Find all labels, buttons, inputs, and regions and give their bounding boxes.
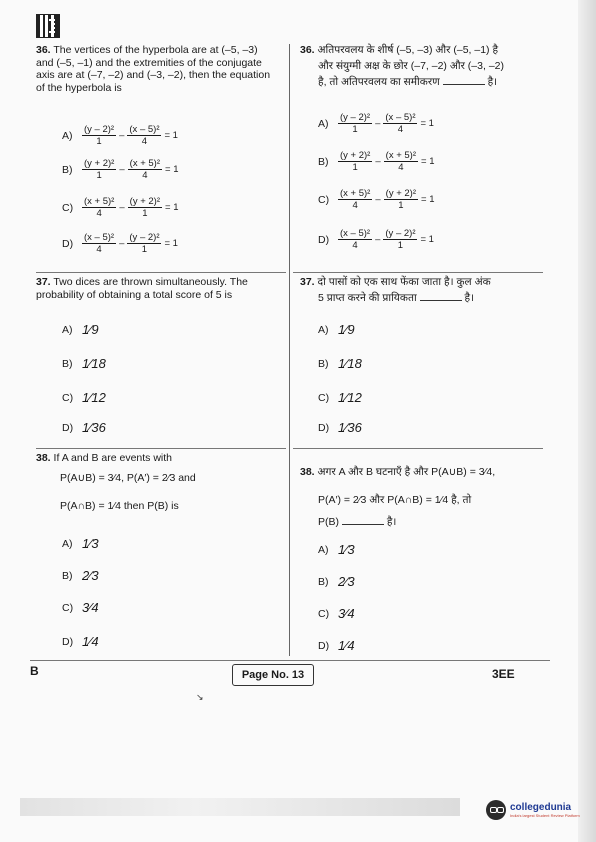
denominator: 4: [141, 136, 148, 147]
equals-one: = 1: [165, 202, 179, 213]
question-38-en-line2: P(A∪B) = 3⁄4, P(A′) = 2⁄3 and: [60, 472, 196, 484]
fraction: [127, 232, 161, 255]
fraction: [383, 228, 417, 251]
question-37-hi-line2: [318, 292, 540, 305]
question-text: The vertices of the hyperbola are at (–5, –3) and (–5, –1) and the extremities of the conjugate axis are at (–7, –2) and (–3, –2), then the equation of the hyperbola is: [36, 44, 271, 94]
option-value: 2⁄3: [82, 568, 99, 583]
fraction: [384, 188, 418, 211]
equation: [82, 196, 179, 219]
question-38-hi: [300, 466, 545, 479]
option-d[interactable]: [318, 638, 355, 653]
option-value: 1⁄3: [82, 536, 99, 551]
equals-one: = 1: [421, 156, 435, 167]
question-38-hi-line3: [318, 516, 540, 529]
question-text-end: है।: [386, 516, 397, 528]
question-number: 36.: [36, 44, 51, 56]
numerator: (y + 2)²: [129, 196, 161, 207]
minus-sign: –: [375, 118, 381, 129]
brand-tagline: India's largest Student Review Platform: [510, 813, 580, 818]
option-d[interactable]: [62, 232, 178, 255]
numerator: (x – 5)²: [129, 124, 160, 135]
fraction: [127, 124, 161, 147]
numerator: (x + 5)²: [84, 196, 115, 207]
option-b[interactable]: [318, 574, 355, 589]
question-37-hi: [300, 276, 540, 289]
question-number: 37.: [36, 276, 51, 288]
option-b[interactable]: [318, 356, 362, 371]
option-a[interactable]: [318, 112, 434, 135]
question-38-hi-line2: P(A′) = 2⁄3 और P(A∩B) = 1⁄4 है, तो: [318, 494, 472, 506]
numerator: (x – 5)²: [84, 232, 115, 243]
denominator: 4: [352, 240, 358, 251]
question-text-line1: दो पासों को एक साथ फेंका जाता है। कुल अंक: [317, 276, 491, 288]
equation: [338, 112, 434, 135]
question-36-hi: [300, 44, 540, 57]
question-36-hi-line3: [318, 76, 540, 89]
numerator: (y + 2)²: [84, 158, 115, 169]
option-value: 1⁄36: [338, 420, 362, 435]
minus-sign: –: [375, 234, 381, 245]
option-label: D): [62, 421, 74, 434]
option-label: C): [318, 193, 330, 206]
option-label: D): [318, 639, 330, 652]
numerator: (y – 2)²: [340, 112, 371, 123]
question-text-line2: 5 प्राप्त करने की प्रायिकता: [318, 292, 417, 304]
option-value: 1⁄18: [82, 356, 106, 371]
denominator: 4: [96, 244, 102, 255]
option-value: 1⁄4: [338, 638, 355, 653]
option-a[interactable]: [62, 124, 178, 147]
option-b[interactable]: [62, 356, 106, 371]
minus-sign: –: [119, 164, 125, 175]
numerator: (y – 2)²: [129, 232, 160, 243]
option-c[interactable]: [318, 188, 435, 211]
question-text-line3: है, तो अतिपरवलय का समीकरण: [318, 76, 440, 88]
numerator: (x + 5)²: [129, 158, 161, 169]
option-value: 2⁄3: [338, 574, 355, 589]
option-label: C): [62, 201, 74, 214]
denominator: 1: [398, 200, 404, 211]
scan-shadow: [20, 798, 460, 816]
minus-sign: –: [119, 238, 125, 249]
option-a[interactable]: [318, 322, 355, 337]
fraction: [82, 196, 116, 219]
denominator: 4: [397, 124, 404, 135]
question-number: 38.: [36, 452, 51, 464]
scan-mark: ↘: [196, 692, 204, 702]
equation: [338, 188, 435, 211]
fraction: [82, 232, 116, 255]
denominator: 1: [352, 162, 358, 173]
option-label: C): [318, 391, 330, 404]
separator: [293, 448, 543, 449]
option-a[interactable]: [62, 536, 99, 551]
booklet-series: B: [30, 664, 39, 678]
option-label: D): [62, 635, 74, 648]
question-text-end: है।: [487, 76, 498, 88]
option-label: A): [62, 129, 73, 142]
option-b[interactable]: [62, 158, 179, 181]
separator: [36, 448, 286, 449]
equals-one: = 1: [164, 130, 178, 141]
option-c[interactable]: [318, 390, 362, 405]
minus-sign: –: [119, 130, 125, 141]
numerator: (x – 5)²: [340, 228, 371, 239]
denominator: 1: [397, 240, 404, 251]
equation: [82, 232, 178, 255]
fraction: [128, 196, 162, 219]
question-text-line1: अगर A और B घटनाएँ है और P(A∪B) = 3⁄4,: [317, 466, 496, 478]
option-label: A): [318, 323, 329, 336]
denominator: 4: [96, 208, 102, 219]
denominator: 1: [142, 208, 148, 219]
question-text: Two dices are thrown simultaneously. The probability of obtaining a total score of 5 is: [36, 276, 248, 301]
question-number: 37.: [300, 276, 315, 288]
equation: [82, 124, 178, 147]
paper-code: 3EE: [492, 667, 515, 681]
option-a[interactable]: [318, 542, 355, 557]
minus-sign: –: [375, 194, 381, 205]
question-38-en: [36, 452, 276, 465]
option-c[interactable]: [318, 606, 355, 621]
denominator: 1: [141, 244, 148, 255]
denominator: 4: [142, 170, 148, 181]
option-value: 1⁄12: [338, 390, 362, 405]
option-label: D): [62, 237, 74, 250]
separator: [293, 272, 543, 273]
fraction: [82, 124, 116, 147]
option-label: A): [318, 543, 329, 556]
option-d[interactable]: [62, 634, 99, 649]
option-value: 1⁄4: [82, 634, 99, 649]
option-d[interactable]: [62, 420, 106, 435]
option-value: 1⁄9: [338, 322, 355, 337]
equation: [338, 150, 435, 173]
option-b[interactable]: [318, 150, 435, 173]
equation: [82, 158, 179, 181]
column-divider: [289, 44, 290, 656]
equals-one: = 1: [421, 194, 435, 205]
option-value: 3⁄4: [82, 600, 99, 615]
denominator: 1: [96, 170, 102, 181]
option-d[interactable]: [318, 228, 434, 251]
denominator: 4: [398, 162, 404, 173]
option-label: A): [62, 537, 73, 550]
qr-code: [36, 14, 60, 38]
answer-blank: [443, 84, 485, 85]
question-text-line1: अतिपरवलय के शीर्ष (–5, –3) और (–5, –1) है: [317, 44, 499, 56]
option-value: 3⁄4: [338, 606, 355, 621]
option-label: B): [318, 155, 329, 168]
fraction: [338, 150, 372, 173]
option-a[interactable]: [62, 322, 99, 337]
page-edge-shadow: [578, 0, 596, 842]
option-label: B): [62, 569, 73, 582]
collegedunia-logo-icon: [486, 800, 506, 820]
numerator: (y – 2)²: [385, 228, 416, 239]
minus-sign: –: [119, 202, 125, 213]
option-label: B): [318, 575, 329, 588]
numerator: (x + 5)²: [340, 188, 371, 199]
question-36-hi-line2: और संयुग्मी अक्ष के छोर (–7, –2) और (–3, –2): [318, 60, 504, 72]
option-label: B): [62, 163, 73, 176]
question-text-line1: If A and B are events with: [53, 452, 173, 464]
equation: [338, 228, 434, 251]
numerator: (y – 2)²: [84, 124, 115, 135]
equals-one: = 1: [420, 118, 434, 129]
option-c[interactable]: [62, 390, 106, 405]
option-label: A): [318, 117, 329, 130]
option-label: B): [318, 357, 329, 370]
answer-blank: [342, 524, 384, 525]
numerator: (x + 5)²: [385, 150, 417, 161]
option-label: A): [62, 323, 73, 336]
equals-one: = 1: [165, 164, 179, 175]
page-number: Page No. 13: [232, 664, 314, 686]
question-number: 38.: [300, 466, 315, 478]
equals-one: = 1: [164, 238, 178, 249]
question-36-en: [36, 44, 276, 94]
minus-sign: –: [375, 156, 381, 167]
option-value: 1⁄18: [338, 356, 362, 371]
fraction: [383, 112, 417, 135]
question-37-en: [36, 276, 276, 301]
option-label: D): [318, 421, 330, 434]
option-value: 1⁄3: [338, 542, 355, 557]
numerator: (x – 5)²: [385, 112, 416, 123]
answer-blank: [420, 300, 462, 301]
brand-watermark: [486, 800, 580, 820]
fraction: [384, 150, 418, 173]
option-value: 1⁄9: [82, 322, 99, 337]
fraction: [338, 228, 372, 251]
fraction: [338, 112, 372, 135]
question-number: 36.: [300, 44, 315, 56]
denominator: 4: [352, 200, 358, 211]
option-label: D): [318, 233, 330, 246]
fraction: [128, 158, 162, 181]
denominator: 1: [352, 124, 358, 135]
numerator: (y + 2)²: [340, 150, 371, 161]
footer-rule: [30, 660, 550, 661]
fraction: [82, 158, 116, 181]
option-label: C): [318, 607, 330, 620]
numerator: (y + 2)²: [385, 188, 417, 199]
option-value: 1⁄36: [82, 420, 106, 435]
fraction: [338, 188, 372, 211]
option-value: 1⁄12: [82, 390, 106, 405]
option-label: B): [62, 357, 73, 370]
option-c[interactable]: [62, 600, 99, 615]
brand-name: collegedunia: [510, 802, 572, 813]
question-text-end: है।: [464, 292, 475, 304]
question-text-line3: P(B): [318, 516, 339, 528]
option-c[interactable]: [62, 196, 179, 219]
equals-one: = 1: [420, 234, 434, 245]
separator: [36, 272, 286, 273]
option-d[interactable]: [318, 420, 362, 435]
option-label: C): [62, 391, 74, 404]
denominator: 1: [96, 136, 102, 147]
option-b[interactable]: [62, 568, 99, 583]
option-label: C): [62, 601, 74, 614]
question-38-en-line3: P(A∩B) = 1⁄4 then P(B) is: [60, 500, 179, 512]
